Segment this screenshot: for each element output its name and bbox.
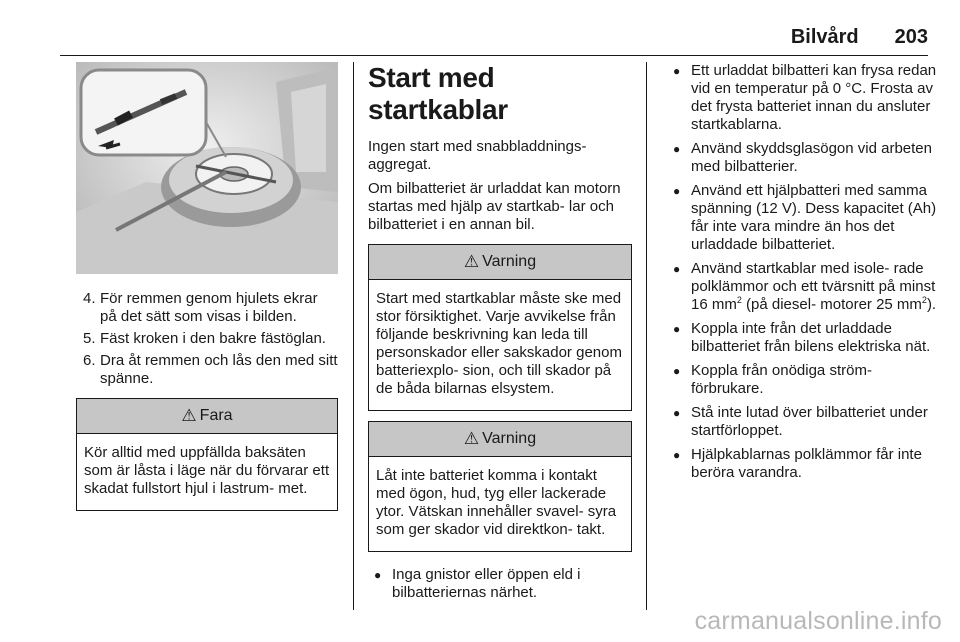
bullet-item [368,566,632,602]
bullet-item [667,362,937,398]
warning-box-1-title: Varning [482,253,537,270]
step-text: För remmen genom hjulets ekrar på det sätt som visas i bilden. [100,290,318,325]
intro-paragraph: Ingen start med snabbladdnings- aggregat. [368,138,587,173]
warning-box-1-header [369,245,631,280]
bullet-item [667,260,937,314]
bullet-item [667,182,937,254]
column-divider-right [646,62,647,610]
bullet-icon: ● [374,568,382,582]
column-middle [368,62,632,608]
bullet-text-part: (på diesel- motorer 25 mm [741,296,922,313]
column-right [667,62,937,488]
warning-box-2 [368,421,632,552]
bullet-text: Ett urladdat bilbatteri kan frysa redan vid en temperatur på 0 °C. Frosta av det frysta batteriet innan du ansluter startkablarna. [691,62,937,133]
danger-box [76,398,338,511]
bullet-icon: ● [673,64,681,78]
bullet-item [667,320,937,356]
bullet-text: Inga gnistor eller öppen eld i bilbatteriernas närhet. [392,566,581,601]
warning-triangle-icon: ⚠ [181,406,197,425]
danger-box-text: Kör alltid med uppfällda baksäten som är låsta i läge när du förvarar ett skadat fullstort hjul i lastrum- met. [84,444,330,497]
bullet-icon: ● [673,406,681,420]
bullet-list-right [667,62,937,482]
section-name: Bilvård [790,26,859,48]
warning-box-2-text: Låt inte batteriet komma i kontakt med ögon, hud, tyg eller lackerade ytor. Vätskan innehåller svavel- syra som ger skador vid direktkon- takt. [376,467,617,538]
bullet-item [667,446,937,482]
bullet-text-part: ). [926,296,937,313]
bullet-icon: ● [673,142,681,156]
bullet-icon: ● [673,364,681,378]
section-title: Start med startkablar [368,62,508,125]
step-text: Fäst kroken i den bakre fästöglan. [100,330,326,347]
step-number: 6. [83,352,96,369]
warning-box-2-header [369,422,631,457]
bullet-icon: ● [673,448,681,462]
bullet-text: Koppla från onödiga ström- förbrukare. [691,362,872,397]
superscript: 2 [736,295,742,305]
header-divider [60,55,928,56]
step-item [76,352,338,388]
bullet-item [667,404,937,440]
column-divider-left [353,62,354,610]
step-item [76,290,338,326]
bullet-text [691,260,936,313]
step-item [76,330,338,348]
page-header [791,26,928,49]
bullet-text: Koppla inte från det urladdade bilbatteriet från bilens elektriska nät. [691,320,931,355]
spare-wheel-strap-illustration [76,62,338,274]
step-number: 4. [83,290,96,307]
warning-triangle-icon: ⚠ [463,429,480,448]
danger-box-title: Fara [199,407,233,424]
bullet-item [667,62,937,134]
bullet-icon: ● [673,322,681,336]
bullet-text: Hjälpkablarnas polklämmor får inte beröra varandra. [691,446,922,481]
bullet-text: Stå inte lutad över bilbatteriet under startförloppet. [691,404,928,439]
body-paragraph: Om bilbatteriet är urladdat kan motorn startas med hjälp av startkab- lar och bilbatteriet i en annan bil. [368,180,621,233]
warning-box-1-text: Start med startkablar måste ske med stor försiktighet. Varje avvikelse från följande beskrivning kan leda till personskador eller sakskador genom batteriexplo- sion, och till skador på de båda bilarnas elsystem. [376,290,622,397]
step-list [76,290,338,388]
bullet-text: Använd ett hjälpbatteri med samma spänning (12 V). Dess kapacitet (Ah) får inte vara mindre än hos det urladdade bilbatteriet. [691,182,937,253]
bullet-text: Använd skyddsglasögon vid arbeten med bilbatterier. [691,140,932,175]
column-left [76,62,338,511]
warning-box-1 [368,244,632,411]
danger-box-header [77,399,337,434]
bullet-text-part: Använd startkablar med isole- rade polklämmor och ett tvärsnitt på minst 16 mm [691,260,936,313]
bullet-icon: ● [673,184,681,198]
step-number: 5. [83,330,96,347]
superscript: 2 [921,295,927,305]
warning-box-2-title: Varning [482,430,537,447]
page-number: 203 [894,26,928,48]
bullet-item [667,140,937,176]
step-text: Dra åt remmen och lås den med sitt spänne. [100,352,338,387]
warning-triangle-icon: ⚠ [463,252,480,271]
bullet-list-middle [368,566,632,602]
bullet-icon: ● [673,262,681,276]
watermark: carmanualsonline.info [694,607,942,635]
